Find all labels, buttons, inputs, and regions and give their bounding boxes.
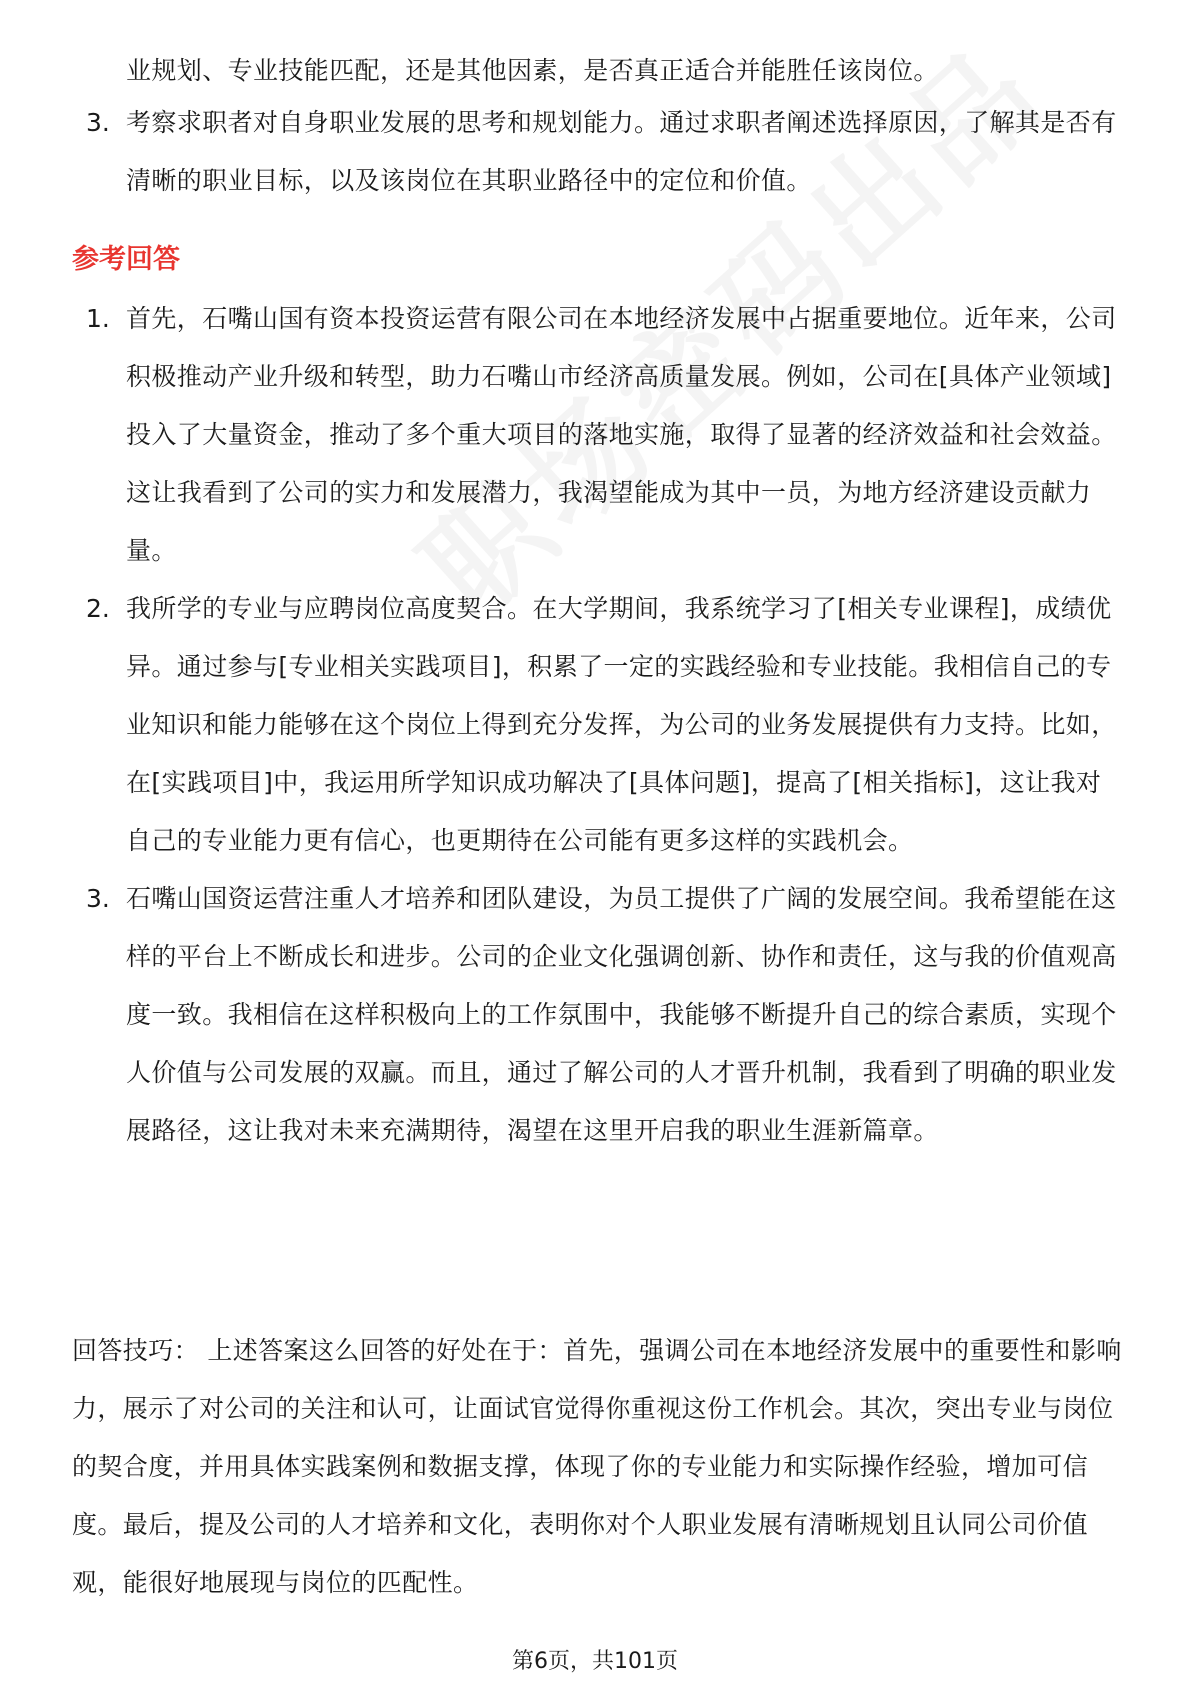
list-item	[0, 290, 1190, 580]
answer-list	[0, 290, 1190, 1160]
list-item	[0, 94, 1190, 210]
list-number: 3.	[86, 108, 110, 137]
list-number: 2.	[86, 594, 110, 623]
continuation-text: 业规划、专业技能匹配，还是其他因素，是否真正适合并能胜任该岗位。	[126, 56, 939, 85]
intent-list	[0, 94, 1190, 210]
answer-tips: 回答技巧： 上述答案这么回答的好处在于：首先，强调公司在本地经济发展中的重要性和影响力，展示了对公司的关注和认可，让面试官觉得你重视这份工作机会。其次，突出专业与岗位的契合度，并用具体实践案例和数据支撑，体现了你的专业能力和实际操作经验，增加可信度。最后，提及公司的人才培养和文化，表明你对个人职业发展有清晰规划且认同公司价值观，能很好地展现与岗位的匹配性。	[72, 1336, 1122, 1597]
list-item	[0, 580, 1190, 870]
list-text: 考察求职者对自身职业发展的思考和规划能力。通过求职者阐述选择原因，了解其是否有清晰的职业目标，以及该岗位在其职业路径中的定位和价值。	[126, 108, 1117, 195]
list-number: 1.	[86, 304, 110, 333]
list-number: 3.	[86, 884, 110, 913]
section-title: 参考回答	[72, 244, 180, 275]
list-text: 我所学的专业与应聘岗位高度契合。在大学期间，我系统学习了[相关专业课程]，成绩优异。通过参与[专业相关实践项目]，积累了一定的实践经验和专业技能。我相信自己的专业知识和能力能够在这个岗位上得到充分发挥，为公司的业务发展提供有力支持。比如，在[实践项目]中，我运用所学知识成功解决了[具体问题]，提高了[相关指标]，这让我对自己的专业能力更有信心，也更期待在公司能有更多这样的实践机会。	[126, 594, 1117, 855]
list-item	[0, 870, 1190, 1160]
list-text: 首先，石嘴山国有资本投资运营有限公司在本地经济发展中占据重要地位。近年来，公司积极推动产业升级和转型，助力石嘴山市经济高质量发展。例如，公司在[具体产业领域]投入了大量资金，推动了多个重大项目的落地实施，取得了显著的经济效益和社会效益。这让我看到了公司的实力和发展潜力，我渴望能成为其中一员，为地方经济建设贡献力量。	[126, 304, 1117, 565]
list-text: 石嘴山国资运营注重人才培养和团队建设，为员工提供了广阔的发展空间。我希望能在这样的平台上不断成长和进步。公司的企业文化强调创新、协作和责任，这与我的价值观高度一致。我相信在这样积极向上的工作氛围中，我能够不断提升自己的综合素质，实现个人价值与公司发展的双赢。而且，通过了解公司的人才晋升机制，我看到了明确的职业发展路径，这让我对未来充满期待，渴望在这里开启我的职业生涯新篇章。	[126, 884, 1117, 1145]
page-number: 第6页，共101页	[512, 1649, 678, 1674]
